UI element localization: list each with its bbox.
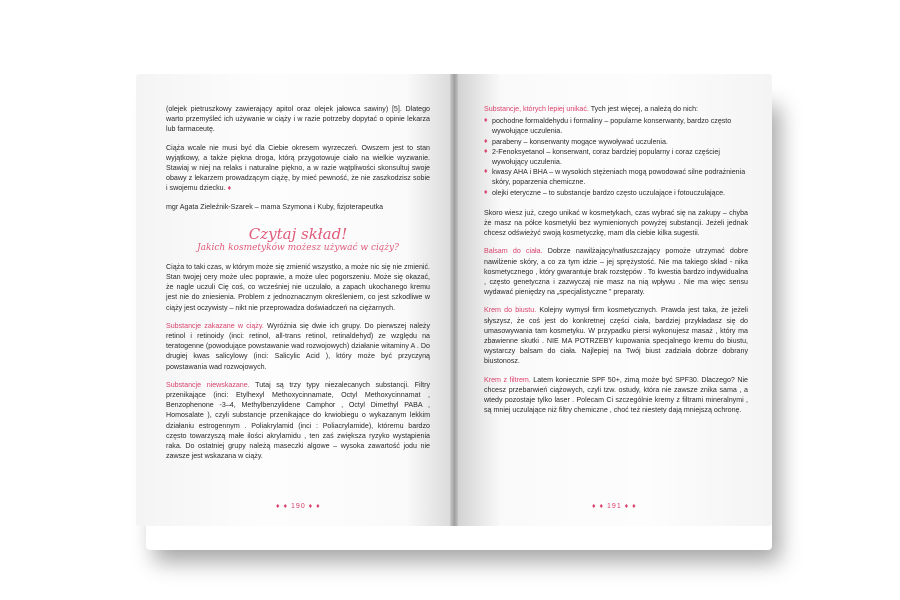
list-item-text: parabeny – konserwanty mogące wywoływać uczulenia. (492, 137, 668, 146)
left-page (136, 74, 454, 526)
author-signature: mgr Agata Zieleźnik-Szarek – mama Szymona i Kuby, fizjoterapeutka (166, 202, 384, 211)
end-mark-icon: ♦ (227, 184, 232, 193)
diamond-bullet-icon: ♦ (484, 137, 488, 145)
open-book (136, 74, 772, 544)
book-spine (450, 74, 458, 526)
diamond-bullet-icon: ♦ (484, 168, 488, 176)
paragraph-text: Tych jest więcej, a należą do nich: (588, 105, 698, 113)
diamond-bullet-icon: ♦ (484, 117, 488, 125)
right-page (454, 74, 772, 526)
paragraph (484, 375, 748, 416)
paragraph-label: Substancje zakazane w ciąży. (166, 321, 264, 330)
paragraph (166, 380, 430, 462)
list-item (484, 188, 748, 198)
paragraph-text: Wyróżnia się dwie ich grupy. Do pierwszej należy retinol i retinoidy (inci: retinol, all-trans retinol, retinaldehyd) ze względu na teratogenne (powodujące powstawanie wad rozwojowych) działanie witaminy A . Do drugiej kwas salicylowy (inci: Salicylic Acid ), który może być przyczyną powstawania wad rozwojowych. (166, 321, 430, 371)
diamond-bullet-icon: ♦ (484, 188, 488, 196)
list-item (484, 116, 748, 136)
page-number: ♦ ♦ 190 ♦ ♦ (276, 502, 321, 510)
paragraph (166, 321, 430, 372)
page-number: ♦ ♦ 191 ♦ ♦ (592, 502, 637, 510)
paragraph: Skoro wiesz już, czego unikać w kosmetykach, czas wybrać się na zakupy – chyba że masz na półce kosmetyki bez wymienionych powyżej substancji. Jeżeli jednak chcesz odświeżyć swoją kosmetyczkę, mam dla ciebie kilka sugestii. (484, 208, 748, 238)
section-subheading: Jakich kosmetyków możesz używać w ciąży? (197, 242, 399, 253)
paragraph-text: Ciąża wcale nie musi być dla Ciebie okresem wyrzeczeń. Owszem jest to stan wyjątkowy, a także piękna droga, którą przygotowuje ciało na wielkie wyzwanie. Stawiaj w niej na relaks i naturalne piękno, a w razie wątpliwości skonsultuj swoje obawy z lekarzem prowadzącym ciążę, by mieć pewność, że nie zaszkodzisz sobie i swojemu dziecku. (166, 143, 430, 193)
paragraph-label: Krem do biustu. (484, 306, 537, 315)
paragraph-text: Kolejny wymysł firm kosmetycznych. Prawda jest taka, że jeżeli słyszysz, że coś jest do konkretnej części ciała, bardziej przykładasz się do umasowywania tam kosmetyku. W przypadku piersi wykonujesz masaż , który ma zbawienne skutki . NIE MA POTRZEBY kupowania specjalnego kremu do biustu, wystarczy balsam do ciała. Najlepiej na Twój biust zadziała dobrze dobrany biustonosz. (484, 306, 748, 366)
paragraph (484, 246, 748, 297)
list-item (484, 147, 748, 167)
paragraph-label: Balsam do ciała. (484, 247, 543, 256)
paragraph-label: Substancje, których lepiej unikać. (484, 105, 589, 113)
paragraph: Ciąża to taki czas, w którym może się zmienić wszystko, a może nic się nie zmienić. Stan twojej cery może ulec poprawie, a może ulec pogorszeniu. Może się okazać, że nagle uczuli Cię coś, co wcześniej nie uczulało, a zapach ukochanego kremu jest nie do zniesienia. Problem z jednoznacznym określeniem, co jest szkodliwe w ciąży jest oczywisty – nikt nie przeprowadza doświadczeń na ciężarnych. (166, 262, 430, 312)
paragraph (484, 104, 748, 114)
list-item (484, 137, 748, 147)
list-item-text: pochodne formaldehydu i formaliny – popularne konserwanty, bardzo często wywołujące uczulenia. (492, 117, 732, 136)
substance-list (484, 116, 748, 198)
paragraph-text: Dobrze nawilżający/natłuszczający pomoże utrzymać dobre nawilżenie skóry, a co za tym idzie – jej sprężystość. Nie ma takiego skład - nika kosmetycznego , który gwarantuje brak rozstępów . To kwestia bardzo indywidualna , często genetyczna i zazwyczaj nie masz na nią wpływu . Nie ma więc sensu wydawać pieniędzy na „specjalistyczne ” preparaty. (484, 247, 749, 297)
list-item-text: olejki eteryczne – to substancje bardzo często uczulające i fotouczulające. (492, 188, 726, 197)
paragraph-text: Latem koniecznie SPF 50+, zimą może być SPF30. Dlaczego? Nie chcesz przebarwień ciążowych, czyli tzw. ostudy, która nie zawsze znika sama , a wtedy pozostaje tylko laser . Polecam Ci szczególnie kremy z filtrami mineralnymi , są mniej uczulające niż filtry chemiczne , choć też niestety dają mniejszą ochronę. (484, 375, 748, 415)
diamond-bullet-icon: ♦ (484, 147, 488, 155)
list-item-text: 2-Fenoksyetanol – konserwant, coraz bardziej popularny i coraz częściej wywołujący uczulenia. (492, 147, 720, 167)
section-heading: Czytaj skład! (248, 224, 348, 243)
list-item (484, 167, 748, 187)
paragraph: (olejek pietruszkowy zawierający apitol oraz olejek jałowca sawiny) [5]. Dlatego warto przemyśleć ich używanie w ciąży i w razie potrzeby dopytać o opinie lekarza lub farmaceutę. (166, 105, 430, 134)
paragraph-label: Substancje niewskazane. (166, 380, 250, 389)
paragraph (484, 305, 748, 366)
list-item-text: kwasy AHA i BHA – w wysokich stężeniach mogą powodować silne podrażnienia skóry, poparzenia chemiczne. (492, 168, 746, 187)
paragraph-label: Krem z filtrem. (484, 375, 531, 384)
paragraph (166, 143, 430, 194)
paragraph-text: Tutaj są trzy typy niezalecanych substancji. Filtry przenikające (inci: Etylhexyl Methoxycinnamate, Octyl Methoxycinnamat , Benzophenone -3–4, Methylbenzylidene Camphor , Octyl Dimethyl PABA , Homosalate ), czyli substancje przenikające do krwiobiegu o wykazanym lekkim działaniu estrogennym . Poliakrylamid (inci : Poliacrylamide), któremu bardzo często towarzyszą małe ilości akrylamidu , ten zaś zwiększa ryzyko wystąpienia raka. Do ostatniej grupy należą maseczki algowe – wysoka zawartość jodu nie zawsze jest wskazana w ciąży. (166, 380, 430, 461)
